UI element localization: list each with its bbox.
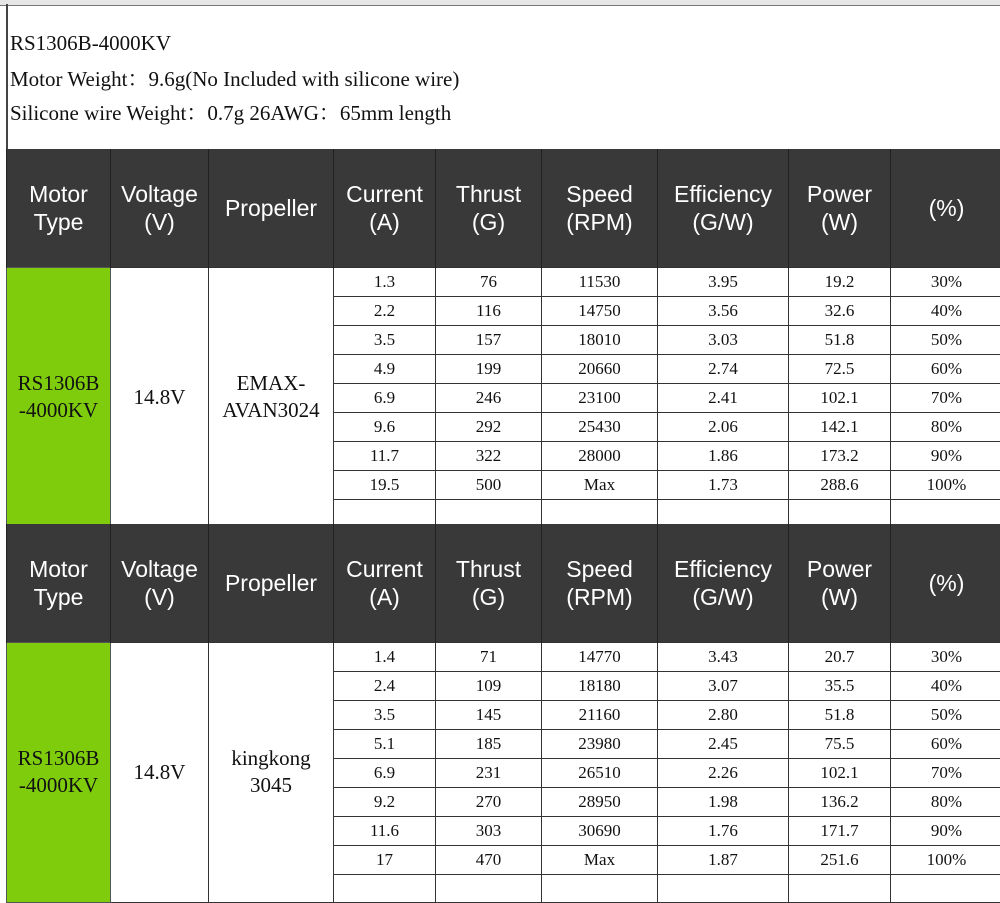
cell-percent: 90% <box>891 441 1000 470</box>
cell-power: 51.8 <box>789 700 891 729</box>
cell-efficiency: 1.87 <box>658 845 789 874</box>
propeller-line-1: EMAX- <box>209 370 333 397</box>
cell-thrust: 109 <box>436 671 542 700</box>
cell-current: 4.9 <box>334 354 436 383</box>
cell-power: 102.1 <box>789 758 891 787</box>
cell-current: 5.1 <box>334 729 436 758</box>
blank-cell <box>658 499 789 527</box>
cell-current: 3.5 <box>334 325 436 354</box>
cell-speed: 28000 <box>542 441 658 470</box>
header-line-2: (A) <box>334 583 435 611</box>
cell-speed: 14750 <box>542 296 658 325</box>
propeller-cell <box>209 642 334 902</box>
cell-thrust: 270 <box>436 787 542 816</box>
header-line-1: Power <box>789 555 890 583</box>
header-line-2: (G) <box>436 208 541 236</box>
cell-efficiency: 1.76 <box>658 816 789 845</box>
motor-type-line-2: -4000KV <box>7 397 110 424</box>
cell-thrust: 246 <box>436 383 542 412</box>
cell-speed: 18010 <box>542 325 658 354</box>
cell-percent: 30% <box>891 267 1000 296</box>
cell-thrust: 303 <box>436 816 542 845</box>
cell-current: 3.5 <box>334 700 436 729</box>
header-line-2: (V) <box>111 208 208 236</box>
header-line-2: (RPM) <box>542 208 657 236</box>
header-line-1: Thrust <box>436 555 541 583</box>
cell-speed: 25430 <box>542 412 658 441</box>
header-line-1: Thrust <box>436 180 541 208</box>
cell-power: 288.6 <box>789 470 891 499</box>
cell-current: 19.5 <box>334 470 436 499</box>
header-line-2: (V) <box>111 583 208 611</box>
cell-percent: 70% <box>891 383 1000 412</box>
header-line-1: Propeller <box>209 194 333 222</box>
cell-power: 32.6 <box>789 296 891 325</box>
header-line-1: Current <box>334 555 435 583</box>
motor-type-cell <box>7 267 111 527</box>
header-current <box>334 149 436 267</box>
header-speed <box>542 524 658 642</box>
cell-percent: 50% <box>891 700 1000 729</box>
cell-power: 251.6 <box>789 845 891 874</box>
header-line-2: (A) <box>334 208 435 236</box>
header-line-2: (W) <box>789 583 890 611</box>
header-line-2: (G) <box>436 583 541 611</box>
propeller-line-2: 3045 <box>209 772 333 799</box>
header-line-1: Efficiency <box>658 180 788 208</box>
motor-type-line-1: RS1306B <box>7 370 110 397</box>
performance-table-1 <box>6 149 1000 528</box>
header-line-1: Speed <box>542 555 657 583</box>
propeller-line-2: AVAN3024 <box>209 397 333 424</box>
header-voltage <box>111 149 209 267</box>
cell-current: 6.9 <box>334 383 436 412</box>
cell-thrust: 116 <box>436 296 542 325</box>
header-power <box>789 524 891 642</box>
blank-cell <box>789 499 891 527</box>
cell-speed: 23980 <box>542 729 658 758</box>
cell-power: 136.2 <box>789 787 891 816</box>
motor-type-line-1: RS1306B <box>7 745 110 772</box>
cell-current: 9.2 <box>334 787 436 816</box>
cell-efficiency: 2.45 <box>658 729 789 758</box>
cell-power: 173.2 <box>789 441 891 470</box>
motor-type-line-2: -4000KV <box>7 772 110 799</box>
header-line-2: (G/W) <box>658 583 788 611</box>
header-line-1: Voltage <box>111 555 208 583</box>
cell-efficiency: 1.86 <box>658 441 789 470</box>
wire-weight-text: Silicone wire Weight：0.7g 26AWG：65mm length <box>10 97 451 127</box>
cell-percent: 100% <box>891 845 1000 874</box>
cell-percent: 50% <box>891 325 1000 354</box>
header-line-1: Speed <box>542 180 657 208</box>
cell-thrust: 76 <box>436 267 542 296</box>
cell-percent: 90% <box>891 816 1000 845</box>
header-line-1: Efficiency <box>658 555 788 583</box>
table-row <box>7 642 1000 671</box>
cell-current: 1.3 <box>334 267 436 296</box>
header-line-2: Type <box>7 583 110 611</box>
cell-power: 35.5 <box>789 671 891 700</box>
blank-cell <box>436 499 542 527</box>
cell-percent: 60% <box>891 729 1000 758</box>
blank-cell <box>891 874 1000 902</box>
cell-thrust: 71 <box>436 642 542 671</box>
header-percent <box>891 524 1000 642</box>
header-efficiency <box>658 149 789 267</box>
cell-speed: 20660 <box>542 354 658 383</box>
cell-speed: 23100 <box>542 383 658 412</box>
table-header-row <box>7 524 1000 642</box>
cell-speed: 30690 <box>542 816 658 845</box>
blank-cell <box>542 499 658 527</box>
cell-efficiency: 3.56 <box>658 296 789 325</box>
header-motor-type <box>7 149 111 267</box>
propeller-cell <box>209 267 334 527</box>
header-line-1: Propeller <box>209 569 333 597</box>
header-line-2: Type <box>7 208 110 236</box>
cell-current: 2.2 <box>334 296 436 325</box>
cell-thrust: 199 <box>436 354 542 383</box>
cell-thrust: 500 <box>436 470 542 499</box>
header-propeller <box>209 149 334 267</box>
cell-efficiency: 2.41 <box>658 383 789 412</box>
cell-thrust: 231 <box>436 758 542 787</box>
cell-efficiency: 2.74 <box>658 354 789 383</box>
header-line-2: (RPM) <box>542 583 657 611</box>
header-propeller <box>209 524 334 642</box>
cell-percent: 100% <box>891 470 1000 499</box>
cell-power: 51.8 <box>789 325 891 354</box>
header-line-1: Voltage <box>111 180 208 208</box>
table-row <box>7 267 1000 296</box>
cell-speed: Max <box>542 470 658 499</box>
header-line-1: Motor <box>7 555 110 583</box>
header-speed <box>542 149 658 267</box>
cell-efficiency: 1.98 <box>658 787 789 816</box>
cell-power: 72.5 <box>789 354 891 383</box>
cell-speed: 26510 <box>542 758 658 787</box>
table-header-row <box>7 149 1000 267</box>
cell-efficiency: 2.80 <box>658 700 789 729</box>
header-power <box>789 149 891 267</box>
cell-percent: 30% <box>891 642 1000 671</box>
cell-power: 75.5 <box>789 729 891 758</box>
cell-percent: 80% <box>891 787 1000 816</box>
cell-percent: 70% <box>891 758 1000 787</box>
cell-efficiency: 2.06 <box>658 412 789 441</box>
performance-table-2 <box>6 524 1000 903</box>
cell-speed: 18180 <box>542 671 658 700</box>
cell-power: 102.1 <box>789 383 891 412</box>
cell-current: 9.6 <box>334 412 436 441</box>
header-thrust <box>436 524 542 642</box>
cell-efficiency: 3.03 <box>658 325 789 354</box>
cell-current: 6.9 <box>334 758 436 787</box>
cell-power: 171.7 <box>789 816 891 845</box>
blank-cell <box>436 874 542 902</box>
cell-speed: 11530 <box>542 267 658 296</box>
header-thrust <box>436 149 542 267</box>
header-motor-type <box>7 524 111 642</box>
cell-speed: 21160 <box>542 700 658 729</box>
cell-power: 19.2 <box>789 267 891 296</box>
cell-efficiency: 1.73 <box>658 470 789 499</box>
cell-speed: 14770 <box>542 642 658 671</box>
blank-cell <box>334 874 436 902</box>
cell-current: 11.6 <box>334 816 436 845</box>
cell-current: 1.4 <box>334 642 436 671</box>
voltage-cell: 14.8V <box>111 642 209 902</box>
header-line-2: (G/W) <box>658 208 788 236</box>
cell-thrust: 470 <box>436 845 542 874</box>
header-line-1: Current <box>334 180 435 208</box>
cell-efficiency: 3.95 <box>658 267 789 296</box>
cell-speed: 28950 <box>542 787 658 816</box>
header-current <box>334 524 436 642</box>
blank-cell <box>891 499 1000 527</box>
blank-cell <box>542 874 658 902</box>
cell-power: 20.7 <box>789 642 891 671</box>
cell-power: 142.1 <box>789 412 891 441</box>
cell-speed: Max <box>542 845 658 874</box>
header-line-1: Power <box>789 180 890 208</box>
cell-thrust: 322 <box>436 441 542 470</box>
header-line-2: (W) <box>789 208 890 236</box>
cell-thrust: 185 <box>436 729 542 758</box>
cell-thrust: 157 <box>436 325 542 354</box>
cell-thrust: 292 <box>436 412 542 441</box>
cell-percent: 40% <box>891 671 1000 700</box>
propeller-line-1: kingkong <box>209 745 333 772</box>
cell-percent: 40% <box>891 296 1000 325</box>
header-efficiency <box>658 524 789 642</box>
blank-cell <box>789 874 891 902</box>
blank-cell <box>334 499 436 527</box>
cell-percent: 80% <box>891 412 1000 441</box>
cell-current: 17 <box>334 845 436 874</box>
motor-type-cell <box>7 642 111 902</box>
cell-current: 2.4 <box>334 671 436 700</box>
header-line-1: (%) <box>891 194 1000 222</box>
header-line-1: Motor <box>7 180 110 208</box>
header-percent <box>891 149 1000 267</box>
header-voltage <box>111 524 209 642</box>
cell-percent: 60% <box>891 354 1000 383</box>
header-line-1: (%) <box>891 569 1000 597</box>
voltage-cell: 14.8V <box>111 267 209 527</box>
motor-weight-text: Motor Weight：9.6g(No Included with silicone wire) <box>10 63 459 93</box>
blank-cell <box>658 874 789 902</box>
cell-efficiency: 3.07 <box>658 671 789 700</box>
cell-efficiency: 3.43 <box>658 642 789 671</box>
cell-current: 11.7 <box>334 441 436 470</box>
cell-efficiency: 2.26 <box>658 758 789 787</box>
motor-model: RS1306B-4000KV <box>10 31 171 56</box>
cell-thrust: 145 <box>436 700 542 729</box>
